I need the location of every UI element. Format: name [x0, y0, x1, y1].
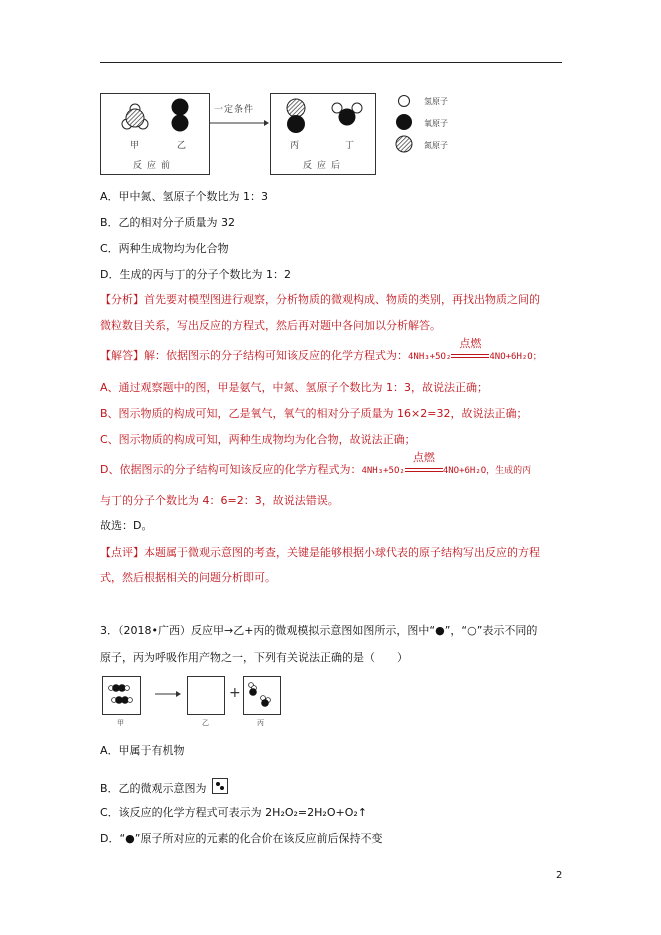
q3-arrow — [154, 689, 182, 699]
answer-d-eq-right: 4NO+6H₂O，生成的丙 — [442, 466, 532, 476]
q3-label-jia: 甲 — [117, 719, 124, 727]
legend-hydrogen-label: 氢原子 — [424, 97, 448, 106]
label-ding: 丁 — [345, 141, 355, 151]
q3-option-a: A．甲属于有机物 — [100, 744, 185, 757]
legend-oxygen-icon — [395, 113, 413, 131]
q2-option-d: D．生成的丙与丁的分子个数比为 1：2 — [100, 268, 291, 281]
label-yi: 乙 — [177, 141, 187, 151]
answer-b: B、图示物质的构成可知，乙是氧气，氧气的相对分子质量为 16×2=32，故说法正确； — [100, 407, 528, 420]
answer-d-eq-cond-text: 点燃 — [412, 451, 435, 464]
legend-oxygen-label: 氧原子 — [424, 119, 448, 128]
q3-plus: + — [229, 685, 241, 701]
comment-line2: 式，然后根据相关的问题分析即可。 — [100, 571, 276, 584]
q3-box-yi — [187, 676, 225, 715]
q3-option-b-text: B．乙的微观示意图为 — [100, 782, 207, 795]
q3-label-bing: 丙 — [257, 719, 264, 727]
label-bing: 丙 — [290, 141, 300, 151]
answer-d-intro: D、依据图示的分子结构可知该反应的化学方程式为： — [100, 463, 362, 476]
q2-option-a: A．甲中氮、氢原子个数比为 1：3 — [100, 190, 269, 203]
molecule-jia — [118, 98, 152, 138]
answer-d-line1 — [100, 451, 532, 478]
reaction-arrow — [208, 118, 270, 128]
answer-eq-condition — [451, 337, 489, 363]
analysis-line1 — [100, 293, 540, 307]
molecule-yi — [170, 98, 190, 134]
answer-eq-right: 4NO+6H₂O； — [489, 352, 542, 362]
comment-line1 — [100, 546, 540, 560]
legend-nitrogen-icon — [395, 135, 413, 153]
q3-stem-line2: 原子，丙为呼吸作用产物之一，下列有关说法正确的是（ ） — [100, 651, 408, 664]
answer-eq-left: 4NH₃+5O₂ — [408, 352, 452, 362]
q3-molecule-bing — [245, 678, 277, 710]
legend-nitrogen-label: 氮原子 — [424, 141, 448, 150]
analysis-line2: 微粒数目关系，写出反应的方程式，然后再对题中各问加以分析解答。 — [100, 319, 441, 332]
analysis-tag: 【分析】 — [100, 293, 144, 306]
q2-option-c: C．两种生成物均为化合物 — [100, 242, 229, 255]
answer-a: A、通过观察题中的图，甲是氨气，中氮、氢原子个数比为 1：3，故说法正确； — [100, 381, 489, 394]
answer-d-line2: 与丁的分子个数比为 4：6=2：3，故说法错误。 — [100, 494, 339, 507]
analysis-text1: 首先要对模型图进行观察，分析物质的微观构成、物质的类别，再找出物质之间的 — [144, 293, 540, 306]
answer-eq-cond-text: 点燃 — [459, 337, 482, 350]
q3-stem-line1: 3．（2018•广西）反应甲→乙+丙的微观模拟示意图如图所示，图中“●”，“○”表示不同的 — [100, 624, 538, 637]
q3-option-d: D．“●”原子所对应的元素的化合价在该反应前后保持不变 — [100, 832, 383, 845]
answer-line1 — [100, 337, 542, 364]
arrow-condition: 一定条件 — [214, 105, 255, 115]
label-after: 反应后 — [303, 161, 346, 171]
answer-d-eq-left: 4NH₃+5O₂ — [361, 466, 405, 476]
page-number: 2 — [556, 870, 563, 881]
answer-c: C、图示物质的构成可知，两种生成物均为化合物，故说法正确； — [100, 433, 416, 446]
answer-choice: 故选：D。 — [100, 519, 153, 532]
header-rule — [100, 62, 562, 63]
q3-molecule-jia — [106, 678, 138, 710]
q3-option-b — [100, 778, 228, 796]
q3-label-yi: 乙 — [202, 719, 209, 727]
comment-tag: 【点评】 — [100, 546, 144, 559]
molecule-bing — [284, 98, 308, 138]
q3-option-c: C．该反应的化学方程式可表示为 2H₂O₂=2H₂O+O₂↑ — [100, 806, 367, 819]
q2-option-b: B．乙的相对分子质量为 32 — [100, 216, 236, 229]
label-jia: 甲 — [130, 141, 140, 151]
answer-d-eq-condition — [405, 451, 443, 477]
answer-intro: 解：依据图示的分子结构可知该反应的化学方程式为： — [144, 349, 408, 362]
q3-option-b-molecule-icon — [212, 778, 228, 794]
comment-text1: 本题属于微观示意图的考查，关键是能够根据小球代表的原子结构写出反应的方程 — [144, 546, 540, 559]
legend-hydrogen-icon — [397, 94, 411, 108]
answer-tag: 【解答】 — [100, 349, 144, 362]
label-before: 反应前 — [133, 161, 176, 171]
molecule-ding — [330, 100, 364, 130]
